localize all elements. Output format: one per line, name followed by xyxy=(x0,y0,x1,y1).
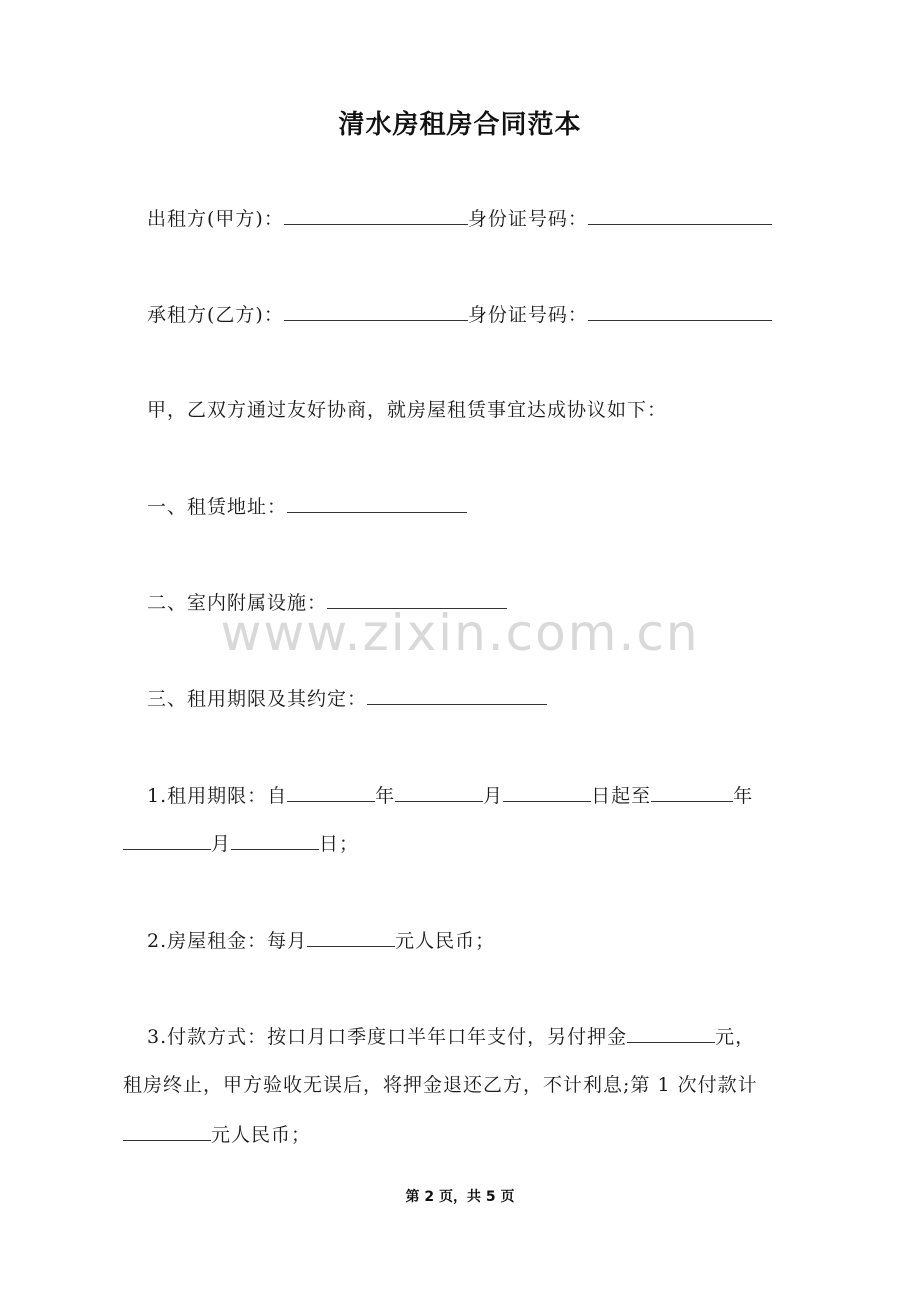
lessor-id-blank[interactable] xyxy=(588,204,772,225)
item-2-prefix: 2.房屋租金：每月 xyxy=(147,930,308,952)
intro-paragraph: 甲，乙双方通过友好协商，就房屋租赁事宜达成协议如下： xyxy=(147,399,668,421)
page-footer: 第 2 页，共 5 页 xyxy=(405,1189,515,1205)
end-day-blank[interactable] xyxy=(231,829,319,850)
end-year-blank[interactable] xyxy=(651,781,733,802)
item-1-line-1 xyxy=(123,781,821,810)
day-from-label: 日起至 xyxy=(591,785,652,807)
item-2-suffix: 元人民币； xyxy=(395,930,496,952)
item-1-prefix: 1.租用期限：自 xyxy=(147,785,288,807)
item-2-rent xyxy=(123,926,821,955)
year2-label: 年 xyxy=(733,785,754,807)
lessor-label: 出租方(甲方)： xyxy=(147,208,284,230)
lessee-id-blank[interactable] xyxy=(588,300,772,321)
end-month-blank[interactable] xyxy=(123,829,211,850)
lessee-name-blank[interactable] xyxy=(284,300,468,321)
section-3-label: 三、租用期限及其约定： xyxy=(147,688,368,710)
section-1-address xyxy=(123,492,821,521)
lessee-id-label: 身份证号码： xyxy=(467,304,588,326)
lessor-name-blank[interactable] xyxy=(284,204,468,225)
first-payment-blank[interactable] xyxy=(123,1120,211,1141)
document-title: 清水房租房合同范本 xyxy=(338,110,582,140)
start-year-blank[interactable] xyxy=(287,781,375,802)
section-3-term xyxy=(123,684,821,713)
start-month-blank[interactable] xyxy=(395,781,483,802)
year-label: 年 xyxy=(375,785,396,807)
start-day-blank[interactable] xyxy=(503,781,591,802)
item-3-prefix: 3.付款方式：按口月口季度口半年口年支付，另付押金 xyxy=(147,1026,628,1048)
rent-blank[interactable] xyxy=(307,926,395,947)
section-1-label: 一、租赁地址： xyxy=(147,496,288,518)
item-1-line-2 xyxy=(123,829,797,858)
item-3-yuan: 元， xyxy=(715,1026,756,1048)
lessee-line xyxy=(123,300,821,329)
deposit-blank[interactable] xyxy=(627,1022,715,1043)
lessor-line xyxy=(123,204,821,233)
lessee-label: 承租方(乙方)： xyxy=(147,304,284,326)
day-end-label: 日； xyxy=(319,833,360,855)
lessor-id-label: 身份证号码： xyxy=(467,208,588,230)
item-3-line-1 xyxy=(123,1022,821,1051)
item-3-line-3 xyxy=(123,1120,797,1149)
address-blank[interactable] xyxy=(287,492,467,513)
month-label: 月 xyxy=(483,785,504,807)
section-2-label: 二、室内附属设施： xyxy=(147,592,328,614)
watermark: www.zixin.com.cn xyxy=(220,604,700,662)
term-blank[interactable] xyxy=(367,684,547,705)
item-3-suffix: 元人民币； xyxy=(211,1124,312,1146)
item-3-line-2: 租房终止，甲方验收无误后，将押金退还乙方，不计利息;第 1 次付款计 xyxy=(123,1074,758,1096)
month2-label: 月 xyxy=(211,833,232,855)
